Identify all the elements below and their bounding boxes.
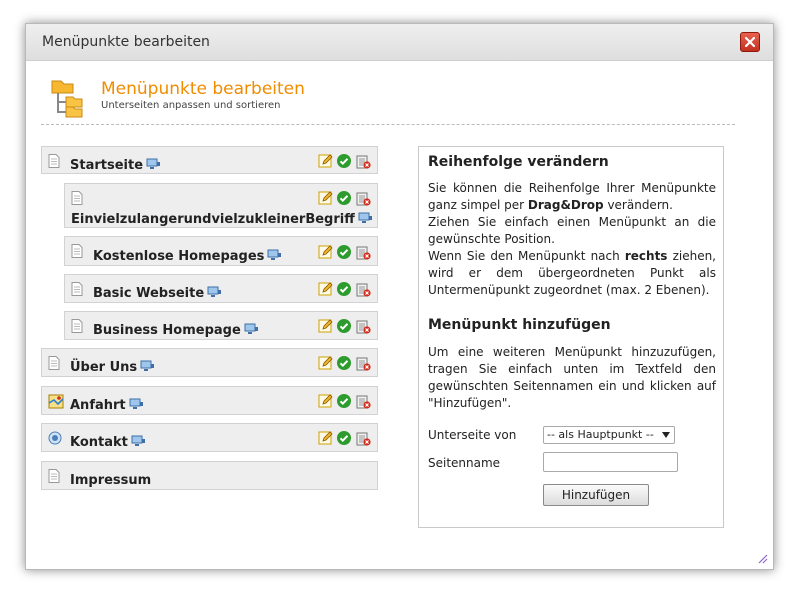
close-icon xyxy=(744,36,756,48)
name-label: Seitenname xyxy=(428,456,501,470)
order-text-1: Sie können die Reihenfolge Ihrer Menüpunkte ganz simpel per Drag&Drop verändern. xyxy=(428,181,716,212)
edit-icon[interactable] xyxy=(318,318,334,334)
edit-icon[interactable] xyxy=(318,244,334,260)
menu-item-kontakt[interactable] xyxy=(41,423,378,452)
monitor-icon[interactable] xyxy=(140,360,155,372)
menu-item-label: Basic Webseite xyxy=(93,286,205,301)
delete-icon[interactable] xyxy=(355,190,371,206)
document-icon xyxy=(71,282,83,296)
checkmark-icon[interactable] xyxy=(336,393,352,409)
checkmark-icon[interactable] xyxy=(336,190,352,206)
add-text: Um eine weiteren Menüpunkt hinzuzufügen, tragen Sie einfach unten im Textfeld den gewünschten Seitennamen ein und klicken auf "Hinzufügen". xyxy=(428,345,716,410)
menu-item-business-homepage[interactable] xyxy=(64,311,378,340)
document-icon xyxy=(71,244,83,258)
add-button[interactable]: Hinzufügen xyxy=(543,484,649,506)
order-text-3: Wenn Sie den Menüpunkt nach rechts ziehen, wird er dem übergeordneten Punkt als Untermenüpunkt zugeordnet (max. 2 Ebenen). xyxy=(428,249,716,297)
menu-item-anfahrt[interactable] xyxy=(41,386,378,415)
delete-icon[interactable] xyxy=(355,318,371,334)
resize-grip-icon[interactable] xyxy=(756,552,768,564)
menu-item-label: Kontakt xyxy=(70,435,128,450)
delete-icon[interactable] xyxy=(355,355,371,371)
parent-select[interactable] xyxy=(543,426,675,444)
order-heading: Reihenfolge verändern xyxy=(428,154,609,170)
menu-item-ueber-uns[interactable] xyxy=(41,348,378,377)
menu-item-impressum[interactable] xyxy=(41,461,378,490)
menu-item-einvielzulanger[interactable] xyxy=(64,183,378,228)
page-subtitle: Unterseiten anpassen und sortieren xyxy=(101,100,281,111)
checkmark-icon[interactable] xyxy=(336,281,352,297)
chevron-down-icon xyxy=(662,432,670,438)
edit-menu-dialog xyxy=(25,23,774,570)
edit-icon[interactable] xyxy=(318,393,334,409)
edit-icon[interactable] xyxy=(318,355,334,371)
menu-item-label: Anfahrt xyxy=(70,398,126,413)
menu-item-label: Impressum xyxy=(70,473,152,488)
add-heading: Menüpunkt hinzufügen xyxy=(428,317,611,333)
checkmark-icon[interactable] xyxy=(336,318,352,334)
checkmark-icon[interactable] xyxy=(336,355,352,371)
info-panel xyxy=(418,146,724,528)
delete-icon[interactable] xyxy=(355,153,371,169)
document-icon xyxy=(71,191,83,205)
page-name-input[interactable] xyxy=(543,452,678,472)
menu-item-startseite[interactable] xyxy=(41,146,378,174)
document-icon xyxy=(48,356,60,370)
menu-item-kostenlose-homepages[interactable] xyxy=(64,236,378,266)
document-icon xyxy=(48,469,60,483)
menu-item-label: EinvielzulangerundvielzukleinerBegriff xyxy=(71,212,355,227)
close-button[interactable] xyxy=(740,32,760,52)
monitor-icon[interactable] xyxy=(146,158,161,170)
delete-icon[interactable] xyxy=(355,244,371,260)
edit-icon[interactable] xyxy=(318,430,334,446)
dialog-title: Menüpunkte bearbeiten xyxy=(42,34,210,50)
monitor-icon[interactable] xyxy=(207,286,222,298)
document-icon xyxy=(48,154,60,168)
monitor-icon[interactable] xyxy=(267,249,282,261)
checkmark-icon[interactable] xyxy=(336,153,352,169)
menu-item-label: Business Homepage xyxy=(93,323,241,338)
parent-label: Unterseite von xyxy=(428,428,517,442)
parent-select-value: -- als Hauptpunkt -- xyxy=(547,428,654,441)
edit-icon[interactable] xyxy=(318,190,334,206)
edit-icon[interactable] xyxy=(318,153,334,169)
menu-item-label: Über Uns xyxy=(70,360,138,375)
folder-tree-icon xyxy=(48,77,86,119)
dialog-titlebar[interactable] xyxy=(26,24,773,61)
checkmark-icon[interactable] xyxy=(336,430,352,446)
order-text-2: Ziehen Sie einfach einen Menüpunkt an die gewünschte Position. xyxy=(428,215,716,246)
delete-icon[interactable] xyxy=(355,281,371,297)
monitor-icon[interactable] xyxy=(131,435,146,447)
monitor-icon[interactable] xyxy=(244,323,259,335)
menu-item-label: Startseite xyxy=(70,158,144,173)
divider xyxy=(41,124,735,125)
monitor-icon[interactable] xyxy=(358,212,373,224)
menu-item-label: Kostenlose Homepages xyxy=(93,249,265,264)
delete-icon[interactable] xyxy=(355,430,371,446)
delete-icon[interactable] xyxy=(355,393,371,409)
monitor-icon[interactable] xyxy=(129,398,144,410)
page-title: Menüpunkte bearbeiten xyxy=(101,79,305,99)
checkmark-icon[interactable] xyxy=(336,244,352,260)
map-icon xyxy=(48,394,64,409)
menu-item-basic-webseite[interactable] xyxy=(64,274,378,303)
contact-icon xyxy=(48,431,62,445)
edit-icon[interactable] xyxy=(318,281,334,297)
document-icon xyxy=(71,319,83,333)
